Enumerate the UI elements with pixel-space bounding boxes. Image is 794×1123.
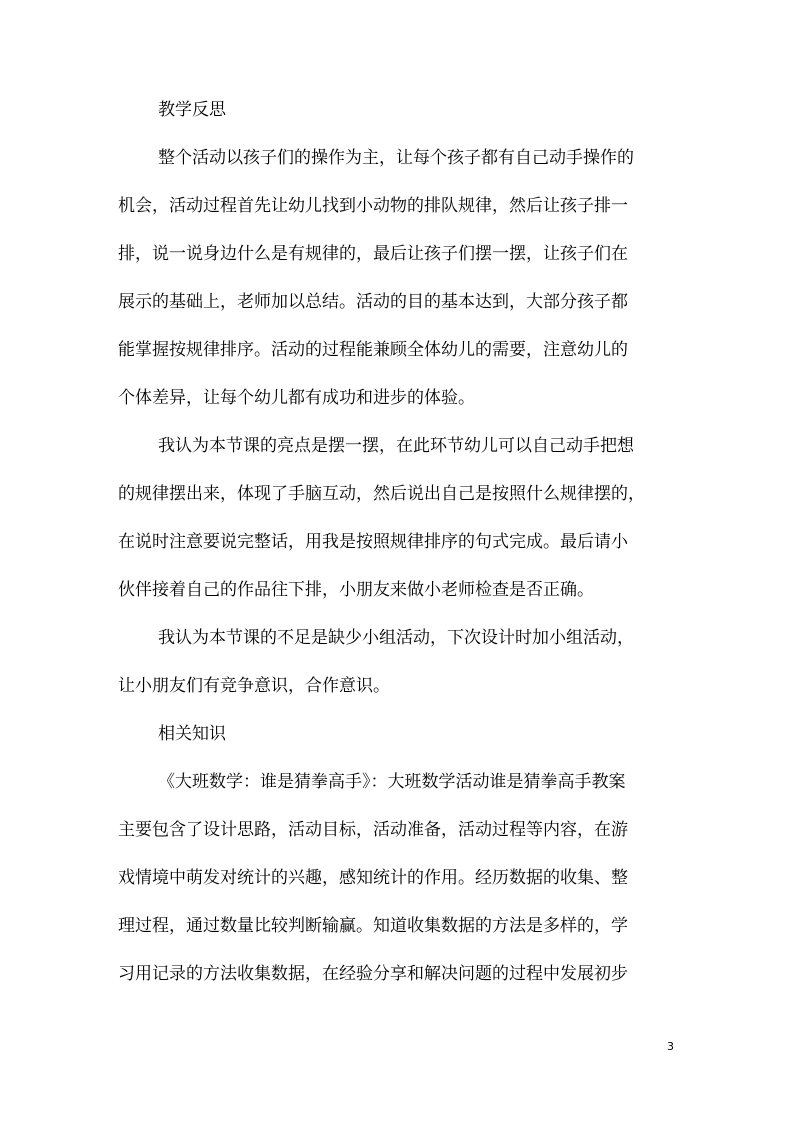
page-number: 3: [667, 1040, 674, 1053]
section-heading-related-knowledge: 相关知识: [158, 724, 226, 744]
paragraph-line: 习用记录的方法收集数据，在经验分享和解决问题的过程中发展初步: [118, 964, 628, 984]
paragraph-line: 排，说一说身边什么是有规律的，最后让孩子们摆一摆，让孩子们在: [118, 244, 628, 264]
paragraph-line: 《大班数学：谁是猜拳高手》：大班数学活动谁是猜拳高手教案: [158, 772, 626, 792]
paragraph-line: 整个活动以孩子们的操作为主，让每个孩子都有自己动手操作的: [158, 148, 634, 168]
section-heading-reflection: 教学反思: [158, 100, 226, 120]
paragraph-line: 让小朋友们有竞争意识，合作意识。: [118, 676, 390, 696]
paragraph-line: 我认为本节课的亮点是摆一摆，在此环节幼儿可以自己动手把想: [158, 436, 634, 456]
paragraph-line: 机会，活动过程首先让幼儿找到小动物的排队规律，然后让孩子排一: [118, 196, 628, 216]
paragraph-line: 戏情境中萌发对统计的兴趣，感知统计的作用。经历数据的收集、整: [118, 868, 628, 888]
paragraph-line: 在说时注意要说完整话，用我是按照规律排序的句式完成。最后请小: [118, 532, 628, 552]
paragraph-line: 理过程，通过数量比较判断输赢。知道收集数据的方法是多样的，学: [118, 916, 628, 936]
paragraph-line: 展示的基础上，老师加以总结。活动的目的基本达到，大部分孩子都: [118, 292, 628, 312]
paragraph-line: 伙伴接着自己的作品往下排，小朋友来做小老师检查是否正确。: [118, 580, 594, 600]
paragraph-line: 个体差异，让每个幼儿都有成功和进步的体验。: [118, 388, 475, 408]
paragraph-line: 能掌握按规律排序。活动的过程能兼顾全体幼儿的需要，注意幼儿的: [118, 340, 628, 360]
paragraph-line: 我认为本节课的不足是缺少小组活动，下次设计时加小组活动，: [158, 628, 634, 648]
paragraph-line: 的规律摆出来，体现了手脑互动，然后说出自己是按照什么规律摆的，: [118, 484, 645, 504]
paragraph-line: 主要包含了设计思路，活动目标，活动准备，活动过程等内容，在游: [118, 820, 628, 840]
